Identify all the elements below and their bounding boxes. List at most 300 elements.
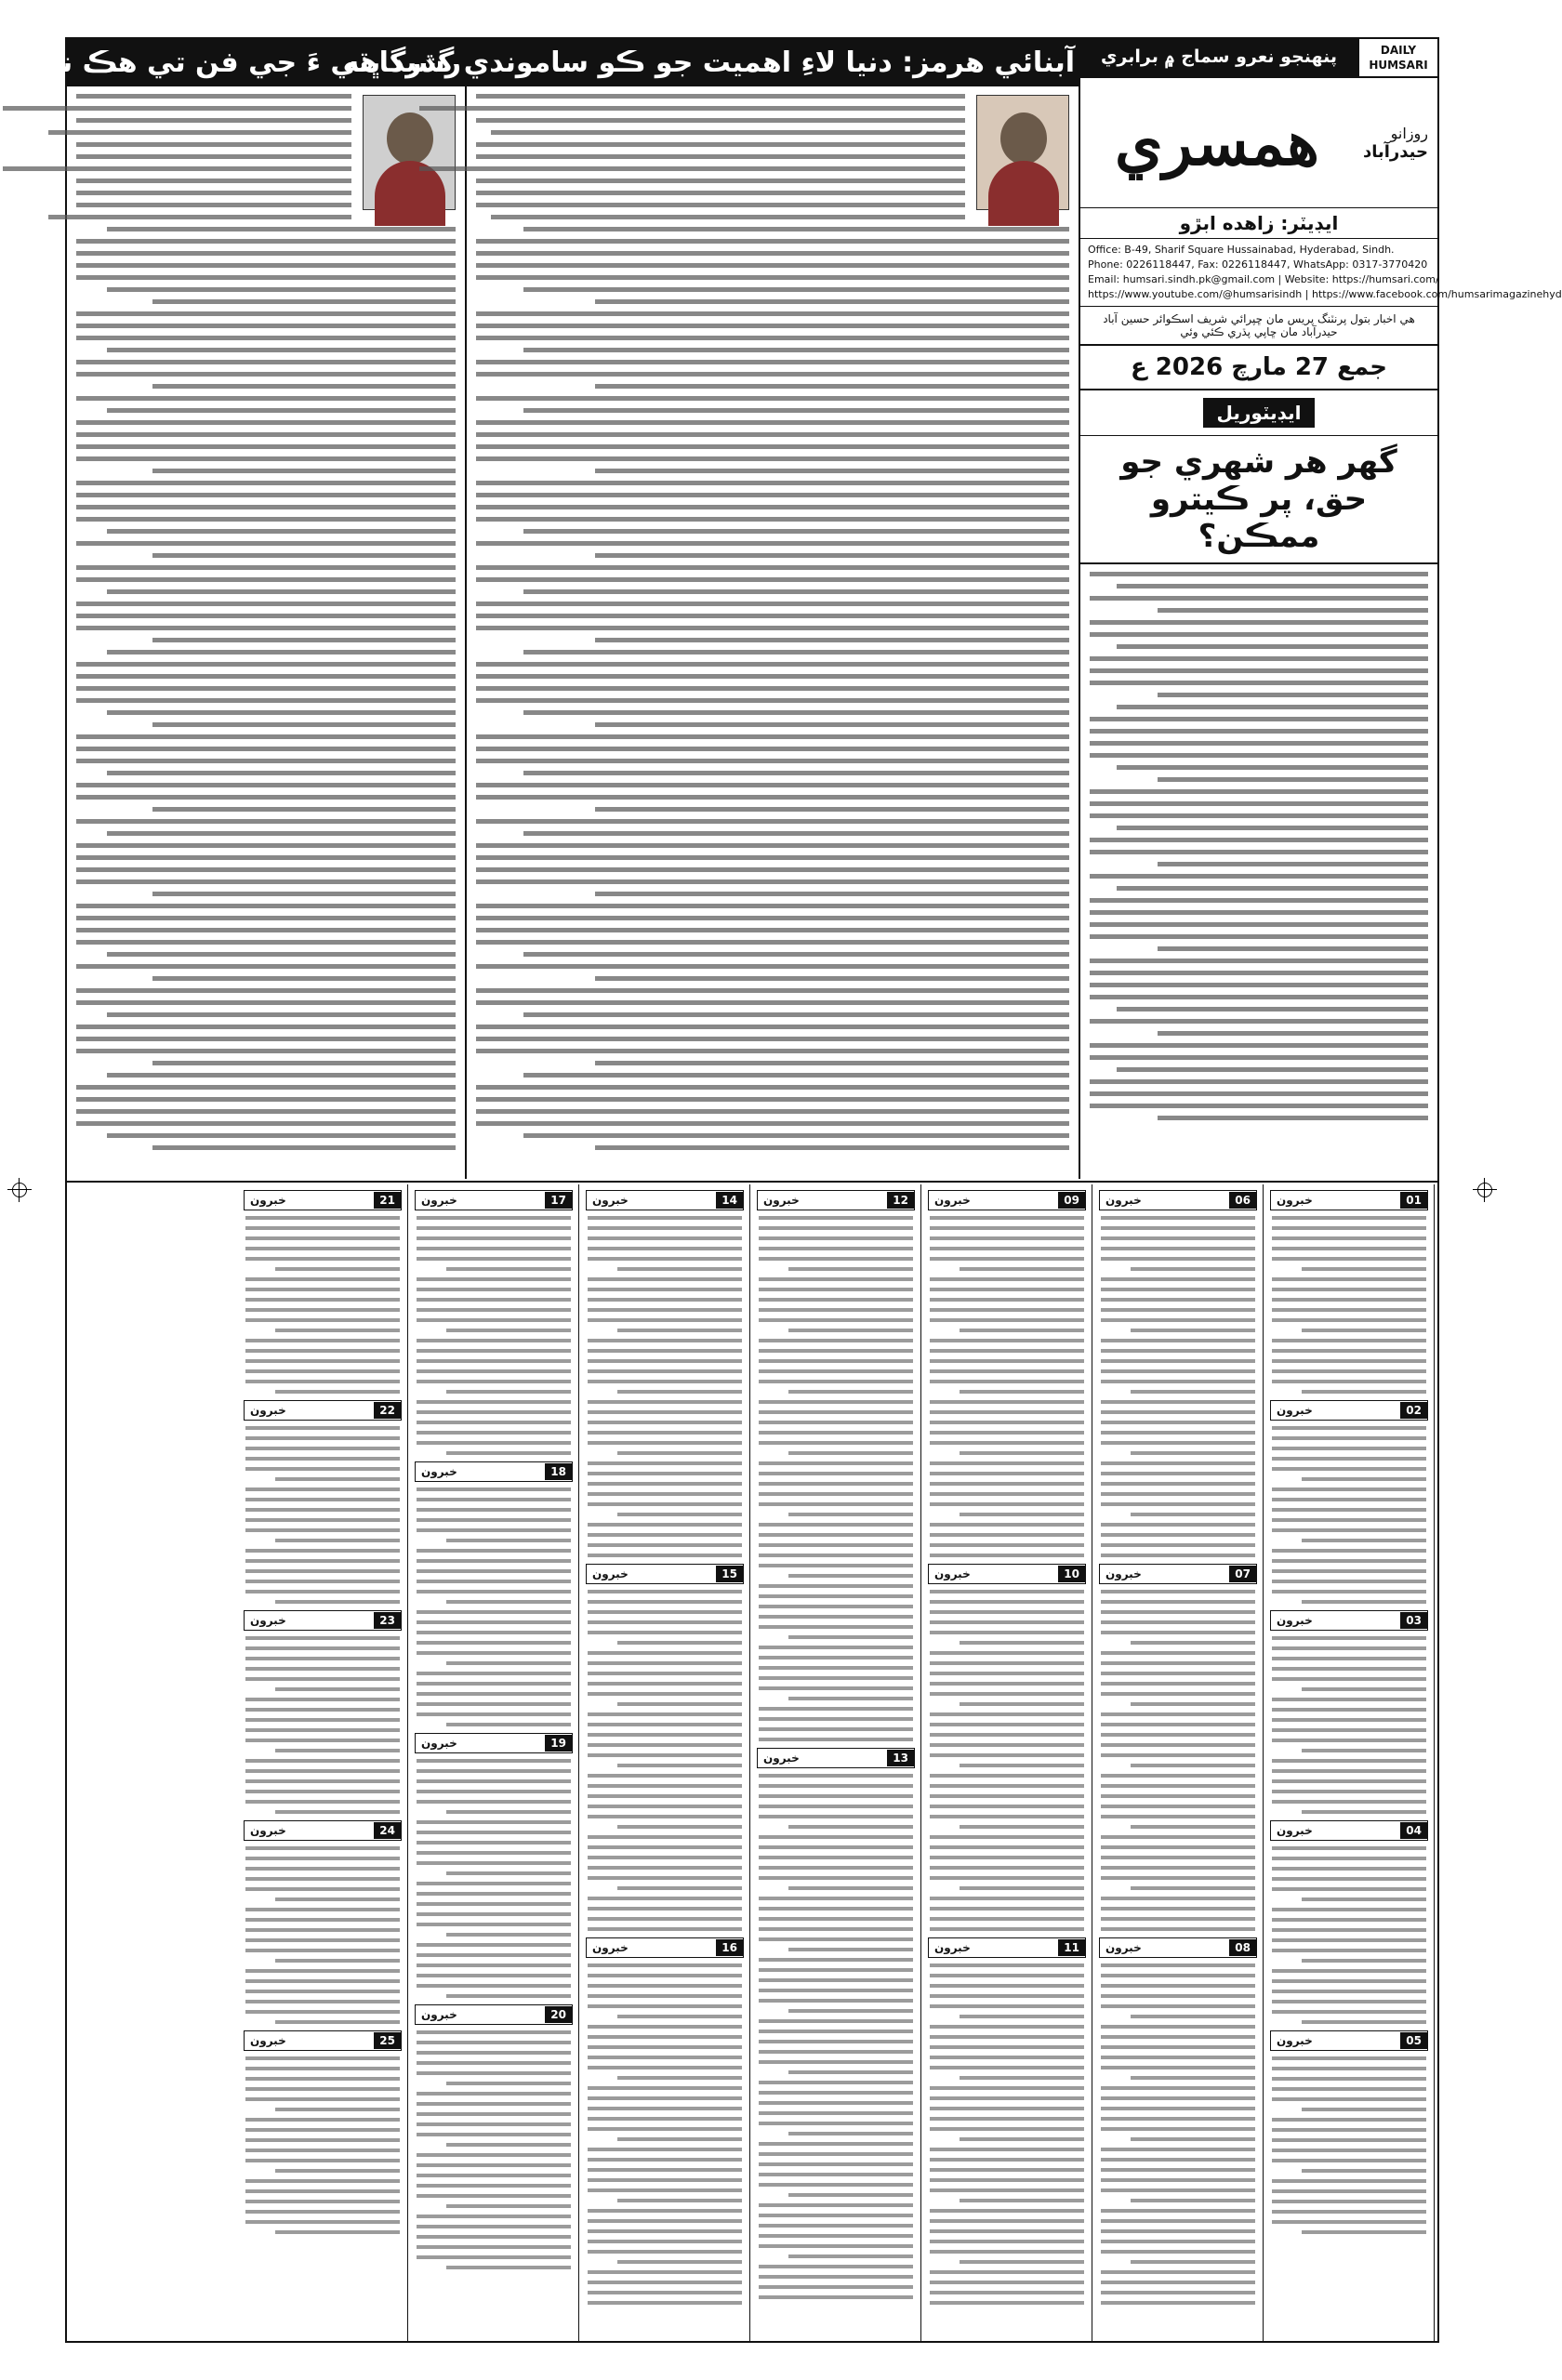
text-line [245, 1636, 400, 1640]
text-line [930, 1876, 1084, 1880]
text-line [1117, 1067, 1428, 1072]
text-line [523, 952, 1069, 957]
text-line [759, 1523, 913, 1527]
text-line [1272, 1559, 1426, 1563]
text-line [759, 1656, 913, 1659]
text-line [960, 2076, 1084, 2080]
text-line [76, 662, 456, 667]
news-brief-label: خبرون [1277, 1404, 1313, 1417]
text-line [759, 2122, 913, 2125]
slogan: پنهنجو نعرو سماج ۾ برابري [1080, 39, 1357, 76]
text-line [759, 1216, 913, 1220]
news-brief-tag [244, 1610, 402, 1631]
text-line [588, 1431, 742, 1435]
text-line [417, 1984, 571, 1988]
text-line [76, 444, 456, 449]
news-brief-number: 06 [1229, 1192, 1256, 1209]
news-brief-number: 12 [887, 1192, 914, 1209]
text-line [617, 1702, 742, 1706]
text-line [759, 1410, 913, 1414]
news-brief-tag [1099, 1564, 1257, 1584]
text-line [759, 1937, 913, 1941]
text-line [759, 1543, 913, 1547]
text-line [588, 1692, 742, 1696]
news-brief-label: خبرون [1277, 1824, 1313, 1837]
text-line [446, 1661, 571, 1665]
news-brief-tag [415, 1190, 573, 1210]
text-line [417, 1257, 571, 1261]
text-line [588, 2188, 742, 2192]
news-brief-tag [1270, 1820, 1428, 1841]
text-line [275, 1267, 400, 1271]
text-line [1101, 1298, 1255, 1302]
text-line [476, 565, 1069, 570]
text-line [476, 517, 1069, 522]
text-line [245, 1580, 400, 1583]
text-line [759, 1288, 913, 1291]
text-line [588, 2250, 742, 2254]
text-line [476, 662, 1069, 667]
text-line [930, 1743, 1084, 1747]
text-line [759, 1369, 913, 1373]
text-line [1101, 2096, 1255, 2100]
text-line [1131, 1451, 1255, 1455]
text-line [107, 1073, 456, 1078]
text-line [1101, 2219, 1255, 2223]
text-line [588, 1672, 742, 1675]
text-line [1101, 1359, 1255, 1363]
text-line [588, 1318, 742, 1322]
text-line [245, 1918, 400, 1922]
text-line [588, 1339, 742, 1342]
text-line [930, 1927, 1084, 1931]
issue-date: جمع 27 مارچ 2026 ع [1080, 346, 1437, 390]
text-line [76, 154, 351, 159]
text-line [417, 2245, 571, 2249]
text-line [1131, 2260, 1255, 2264]
text-line [107, 529, 456, 534]
text-line [617, 2260, 742, 2264]
text-line [1090, 753, 1428, 758]
text-line [417, 1277, 571, 1281]
text-line [446, 2266, 571, 2269]
text-line [588, 2056, 742, 2059]
text-line [1272, 2077, 1426, 2081]
text-line [960, 2137, 1084, 2141]
text-line [1101, 1349, 1255, 1353]
text-line [1101, 1492, 1255, 1496]
text-line [1272, 1569, 1426, 1573]
news-brief-tag [1270, 2030, 1428, 2051]
text-line [1090, 934, 1428, 939]
text-line [446, 2082, 571, 2085]
text-line [417, 2112, 571, 2116]
text-line [759, 2214, 913, 2217]
text-line [930, 1610, 1084, 1614]
text-line [476, 783, 1069, 787]
text-line [930, 1431, 1084, 1435]
text-line [417, 2071, 571, 2075]
news-brief-tag [244, 1190, 402, 1210]
text-line [245, 1426, 400, 1430]
text-line [1090, 874, 1428, 879]
news-brief-tag [1270, 1190, 1428, 1210]
news-column [580, 1184, 750, 2341]
text-line [1158, 1031, 1428, 1036]
text-line [759, 2030, 913, 2033]
text-line [588, 2035, 742, 2039]
text-line [960, 1702, 1084, 1706]
text-line [446, 1933, 571, 1937]
text-line [588, 1226, 742, 1230]
text-line [930, 2240, 1084, 2243]
text-line [76, 577, 456, 582]
text-line [759, 1339, 913, 1342]
text-line [759, 2091, 913, 2095]
text-line [759, 1400, 913, 1404]
news-brief-number: 10 [1058, 1566, 1085, 1582]
text-line [759, 2040, 913, 2043]
text-line [476, 154, 965, 159]
news-brief-label: خبرون [934, 1567, 971, 1580]
text-line [930, 1410, 1084, 1414]
news-brief-number: 05 [1400, 2032, 1427, 2049]
text-line [76, 686, 456, 691]
text-line [759, 2081, 913, 2084]
text-line [417, 1380, 571, 1383]
text-line [1272, 1657, 1426, 1660]
text-line [588, 1349, 742, 1353]
text-line [76, 505, 456, 509]
text-line [1101, 1610, 1255, 1614]
text-line [417, 2225, 571, 2228]
text-line [588, 1661, 742, 1665]
text-line [1131, 1702, 1255, 1706]
text-line [417, 2092, 571, 2096]
text-line [1101, 1482, 1255, 1486]
text-line [930, 2281, 1084, 2284]
text-line [595, 807, 1069, 812]
text-line [1272, 1877, 1426, 1881]
text-line [1090, 813, 1428, 818]
text-line [1272, 2118, 1426, 2122]
text-line [588, 2086, 742, 2090]
text-line [759, 1257, 913, 1261]
text-line [1090, 656, 1428, 661]
text-line [417, 1580, 571, 1583]
text-line [76, 916, 456, 920]
text-line [76, 783, 456, 787]
text-line [1101, 1682, 1255, 1686]
text-line [417, 1298, 571, 1302]
text-line [788, 1948, 913, 1951]
text-line [930, 1502, 1084, 1506]
text-line [1101, 1651, 1255, 1655]
text-line [759, 1226, 913, 1230]
text-line [1272, 1467, 1426, 1471]
text-line [245, 1508, 400, 1512]
text-line [1272, 1359, 1426, 1363]
text-line [617, 1451, 742, 1455]
text-line [107, 348, 456, 352]
text-line [1101, 2127, 1255, 2131]
text-line [76, 1049, 456, 1053]
text-line [476, 251, 1069, 256]
text-line [588, 1805, 742, 1808]
text-line [588, 2240, 742, 2243]
text-line [759, 1584, 913, 1588]
text-line [245, 2097, 400, 2101]
text-line [417, 1247, 571, 1250]
text-line [1117, 705, 1428, 709]
text-line [759, 2285, 913, 2289]
text-line [1101, 2045, 1255, 2049]
text-line [1272, 1508, 1426, 1512]
text-line [759, 1897, 913, 1900]
text-line [960, 1390, 1084, 1394]
logo-city: حيدرآباد [1362, 141, 1428, 162]
text-line [245, 1247, 400, 1250]
text-line [759, 1707, 913, 1711]
text-line [245, 1708, 400, 1712]
text-line [759, 1431, 913, 1435]
text-line [759, 1349, 913, 1353]
text-line [930, 2301, 1084, 2305]
text-line [245, 2056, 400, 2060]
text-line [1101, 1692, 1255, 1696]
text-line [245, 2118, 400, 2122]
text-line [76, 940, 456, 945]
text-line [588, 2025, 742, 2029]
text-line [275, 2108, 400, 2111]
text-line [1101, 1277, 1255, 1281]
text-line [759, 1646, 913, 1649]
text-line [759, 1717, 913, 1721]
article-headline: رشيد ڀٽي ءَ جي فن تي هڪ نظر [67, 39, 465, 86]
name-en: HUMSARI [1369, 59, 1428, 72]
text-line [476, 916, 1069, 920]
text-line [446, 2204, 571, 2208]
text-line [1090, 668, 1428, 673]
text-line [588, 1482, 742, 1486]
text-line [107, 710, 456, 715]
text-line [1101, 1974, 1255, 1977]
text-line [1272, 1447, 1426, 1450]
news-brief-number: 18 [545, 1463, 572, 1480]
text-line [1090, 1079, 1428, 1084]
text-line [446, 1994, 571, 1998]
text-line [588, 1974, 742, 1977]
news-brief-tag [586, 1564, 744, 1584]
text-line [1272, 1380, 1426, 1383]
text-line [588, 1917, 742, 1921]
text-line [1272, 1528, 1426, 1532]
text-line [1131, 1825, 1255, 1829]
text-line [588, 1288, 742, 1291]
text-line [417, 1861, 571, 1865]
masthead-top [1080, 39, 1437, 78]
text-line [588, 2229, 742, 2233]
text-line [417, 1692, 571, 1696]
text-line [960, 1329, 1084, 1332]
text-line [76, 396, 456, 401]
text-line [76, 324, 456, 328]
text-line [245, 1277, 400, 1281]
text-line [107, 1012, 456, 1017]
text-line [1117, 886, 1428, 891]
text-line [595, 384, 1069, 389]
text-line [588, 1472, 742, 1475]
text-line [1090, 838, 1428, 842]
text-line [759, 1236, 913, 1240]
text-line [759, 1794, 913, 1798]
text-line [588, 1461, 742, 1465]
text-line [245, 1867, 400, 1871]
text-line [417, 1631, 571, 1634]
text-line [417, 1431, 571, 1435]
text-line [1272, 1918, 1426, 1922]
text-line [245, 1549, 400, 1553]
text-line [245, 1339, 400, 1342]
text-line [476, 626, 1069, 630]
text-line [1090, 971, 1428, 975]
social-links[interactable]: https://www.youtube.com/@humsarisindh | https://www.facebook.com/humsarimagazinehyd [1088, 288, 1562, 300]
text-line [588, 1277, 742, 1281]
text-line [476, 456, 1069, 461]
text-line [446, 1871, 571, 1875]
text-line [588, 1441, 742, 1445]
text-line [930, 1733, 1084, 1737]
text-line [1101, 1226, 1255, 1230]
text-line [1131, 2199, 1255, 2202]
text-line [588, 1257, 742, 1261]
text-line [588, 1856, 742, 1859]
text-line [930, 1288, 1084, 1291]
text-line [446, 1539, 571, 1542]
text-line [523, 710, 1069, 715]
text-line [588, 1845, 742, 1849]
text-line [245, 1657, 400, 1660]
phone-line: Phone: 0226118447, Fax: 0226118447, WhatsApp: 0317-3770420 [1088, 258, 1428, 271]
news-brief-label: خبرون [592, 1941, 629, 1954]
text-line [759, 2295, 913, 2299]
text-line [1158, 1116, 1428, 1120]
text-line [245, 2149, 400, 2152]
text-line [1272, 1698, 1426, 1701]
email-link[interactable]: Email: humsari.sindh.pk@gmail.com | Website: https://humsari.com/ [1088, 273, 1439, 285]
text-line [275, 1749, 400, 1752]
text-line [788, 1886, 913, 1890]
news-brief-number: 20 [545, 2006, 572, 2023]
article-body [467, 86, 1079, 1165]
news-column [1093, 1184, 1264, 2341]
text-line [930, 2127, 1084, 2131]
text-line [476, 843, 1069, 848]
text-line [759, 2142, 913, 2146]
text-line [1090, 681, 1428, 685]
text-line [1101, 1257, 1255, 1261]
text-line [1101, 1461, 1255, 1465]
text-line [446, 1329, 571, 1332]
text-line [1131, 1886, 1255, 1890]
text-line [588, 1236, 742, 1240]
text-line [245, 1569, 400, 1573]
text-line [1101, 1308, 1255, 1312]
news-brief-number: 07 [1229, 1566, 1256, 1582]
text-line [588, 2117, 742, 2121]
news-brief-tag [586, 1937, 744, 1958]
text-line [476, 698, 1069, 703]
text-line [930, 2229, 1084, 2233]
text-line [788, 1635, 913, 1639]
news-brief-label: خبرون [592, 1194, 629, 1207]
text-line [1101, 1318, 1255, 1322]
text-line [930, 1974, 1084, 1977]
text-line [759, 1784, 913, 1788]
text-line [759, 2060, 913, 2064]
text-line [76, 964, 456, 969]
text-line [523, 348, 1069, 352]
text-line [1272, 1928, 1426, 1932]
text-line [930, 1369, 1084, 1373]
text-line [1090, 1055, 1428, 1060]
daily-en: DAILY [1380, 44, 1417, 57]
text-line [417, 1912, 571, 1916]
text-line [107, 227, 456, 231]
text-line [1272, 1216, 1426, 1220]
text-line [1101, 1421, 1255, 1424]
text-line [152, 553, 456, 558]
text-line [275, 2020, 400, 2024]
text-line [588, 2219, 742, 2223]
text-line [1272, 1969, 1426, 1973]
text-line [76, 759, 456, 763]
text-line [417, 1682, 571, 1686]
text-line [1272, 1667, 1426, 1671]
text-line [476, 324, 1069, 328]
news-brief-tag [415, 1461, 573, 1482]
text-line [523, 1073, 1069, 1078]
text-line [588, 1835, 742, 1839]
text-line [1101, 1590, 1255, 1593]
text-line [1272, 2200, 1426, 2203]
news-brief-number: 02 [1400, 1402, 1427, 1419]
text-line [76, 311, 456, 316]
text-line [476, 964, 1069, 969]
text-line [476, 372, 1069, 377]
news-brief-number: 13 [887, 1750, 914, 1766]
text-line [48, 130, 351, 135]
text-line [759, 1605, 913, 1608]
text-line [1090, 898, 1428, 903]
text-line [930, 1774, 1084, 1778]
text-line [245, 1969, 400, 1973]
text-line [417, 1369, 571, 1373]
text-line [588, 1590, 742, 1593]
text-line [930, 2045, 1084, 2049]
text-line [788, 1697, 913, 1700]
text-line [275, 1897, 400, 1901]
text-line [476, 118, 965, 123]
text-line [1090, 729, 1428, 734]
text-line [788, 2009, 913, 2013]
text-line [1101, 1927, 1255, 1931]
text-line [1302, 1810, 1426, 1814]
text-line [1272, 1549, 1426, 1553]
author-photo-box [976, 95, 1069, 220]
text-line [417, 1441, 571, 1445]
text-line [1090, 801, 1428, 806]
